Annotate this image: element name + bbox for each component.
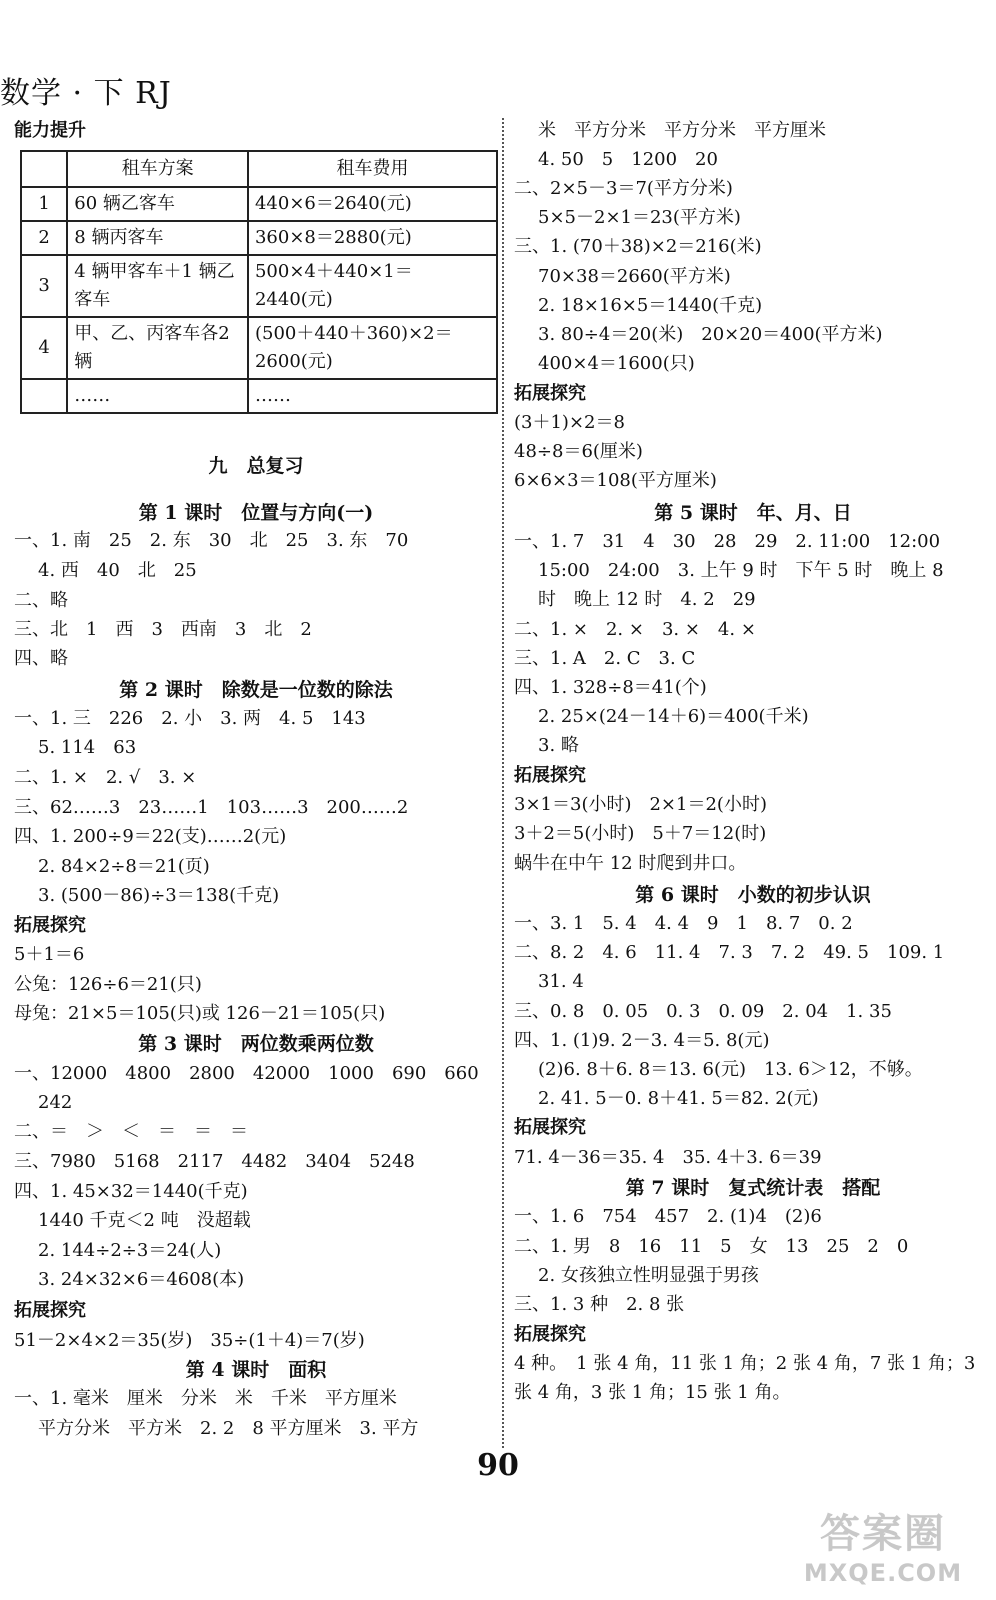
- answer-line: 三、北 1 西 3 西南 3 北 2: [14, 619, 312, 640]
- table-cell: ……: [248, 379, 497, 413]
- page-header: 数学 · 下 RJ: [0, 76, 172, 111]
- answer-line: 31. 4: [538, 971, 584, 992]
- answer-line: 3＋2＝5(小时) 5＋7＝12(时): [514, 823, 767, 844]
- answer-line: 三、62……3 23……1 103……3 200……2: [14, 797, 409, 818]
- answer-line: 三、1. (70＋38)×2＝216(米): [514, 236, 762, 257]
- answer-line: 三、1. A 2. C 3. C: [514, 648, 696, 669]
- answer-line: 米 平方分米 平方分米 平方厘米: [538, 120, 826, 141]
- answer-line: 400×4＝1600(只): [538, 353, 695, 374]
- answer-line: (3＋1)×2＝8: [514, 412, 625, 433]
- lesson-title: 第 2 课时 除数是一位数的除法: [119, 679, 393, 701]
- lesson-title: 第 5 课时 年、月、日: [654, 502, 852, 524]
- answer-line: 二、2×5－3＝7(平方分米): [514, 178, 733, 199]
- answer-line: 蜗牛在中午 12 时爬到井口。: [514, 853, 747, 874]
- answer-line: 3. 略: [538, 735, 579, 756]
- answer-line: 5＋1＝6: [14, 944, 85, 965]
- table-cell: 500×4＋440×1＝2440(元): [248, 255, 497, 317]
- table-row: [21, 255, 497, 317]
- answer-line: 6×6×3＝108(平方厘米): [514, 470, 717, 491]
- table-cell: 360×8＝2880(元): [248, 221, 497, 255]
- answer-line: 3. 80÷4＝20(米) 20×20＝400(平方米): [538, 324, 883, 345]
- answer-line: 四、1. 328÷8＝41(个): [514, 677, 707, 698]
- section-nengli-heading: 能力提升: [14, 120, 86, 141]
- answer-line: 2. 144÷2÷3＝24(人): [38, 1240, 222, 1261]
- answer-line: 一、12000 4800 2800 42000 1000 690 660: [14, 1063, 479, 1084]
- answer-line: 二、8. 2 4. 6 11. 4 7. 3 7. 2 49. 5 109. 1: [514, 942, 945, 963]
- answer-line: 二、1. × 2. √ 3. ×: [14, 767, 197, 788]
- chapter-title: 九 总复习: [208, 455, 304, 477]
- table-cell: 2: [21, 221, 67, 255]
- answer-line: 一、1. 6 754 457 2. (1)4 (2)6: [514, 1206, 822, 1227]
- answer-line: 242: [38, 1092, 73, 1113]
- answer-line: 公兔：126÷6＝21(只): [14, 974, 202, 995]
- answer-line: 张 4 角，3 张 1 角；15 张 1 角。: [514, 1382, 791, 1403]
- table-row: [21, 379, 497, 413]
- answer-line: 3×1＝3(小时) 2×1＝2(小时): [514, 794, 767, 815]
- answer-line: 71. 4－36＝35. 4 35. 4＋3. 6＝39: [514, 1147, 822, 1168]
- watermark-top-text: 答案圈: [820, 1511, 946, 1557]
- rental-plan-table: [20, 150, 498, 414]
- answer-line: 一、1. 7 31 4 30 28 29 2. 11:00 12:00: [514, 531, 941, 552]
- table-cell: 440×6＝2640(元): [248, 187, 497, 221]
- section-heading: 拓展探究: [514, 383, 586, 404]
- lesson-title: 第 4 课时 面积: [185, 1359, 327, 1381]
- answer-line: 2. 18×16×5＝1440(千克): [538, 295, 763, 316]
- answer-line: 三、7980 5168 2117 4482 3404 5248: [14, 1151, 415, 1172]
- answer-line: 一、1. 南 25 2. 东 30 北 25 3. 东 70: [14, 530, 409, 551]
- table-row: [21, 221, 497, 255]
- lesson-title: 第 7 课时 复式统计表 搭配: [625, 1177, 881, 1199]
- column-divider: [502, 118, 504, 1448]
- table-header-cell: 租车方案: [67, 151, 248, 187]
- answer-line: 2. 25×(24－14＋6)＝400(千米): [538, 706, 809, 727]
- page-number: 90: [477, 1448, 519, 1483]
- answer-line: 5. 114 63: [38, 737, 137, 758]
- section-heading: 拓展探究: [14, 915, 86, 936]
- answer-line: 48÷8＝6(厘米): [514, 441, 643, 462]
- table-header-cell: 租车费用: [248, 151, 497, 187]
- answer-line: 四、1. (1)9. 2－3. 4＝5. 8(元): [514, 1030, 770, 1051]
- table-header-cell: [21, 151, 67, 187]
- lesson-title: 第 3 课时 两位数乘两位数: [138, 1033, 374, 1055]
- table-cell: (500＋440＋360)×2＝2600(元): [248, 317, 497, 379]
- answer-line: 4. 50 5 1200 20: [538, 149, 718, 170]
- answer-line: 二、1. × 2. × 3. × 4. ×: [514, 619, 756, 640]
- answer-line: 2. 84×2÷8＝21(页): [38, 856, 210, 877]
- table-cell: ……: [67, 379, 248, 413]
- answer-line: 二、＝ ＞ ＜ ＝ ＝ ＝: [14, 1121, 248, 1142]
- answer-line: 15:00 24:00 3. 上午 9 时 下午 5 时 晚上 8: [538, 560, 944, 581]
- table-cell: 60 辆乙客车: [67, 187, 248, 221]
- section-heading: 拓展探究: [514, 1324, 586, 1345]
- answer-line: 51－2×4×2＝35(岁) 35÷(1＋4)＝7(岁): [14, 1330, 365, 1351]
- answer-line: 3. (500－86)÷3＝138(千克): [38, 885, 280, 906]
- table-cell: 3: [21, 255, 67, 317]
- table-cell: 1: [21, 187, 67, 221]
- answer-line: 2. 女孩独立性明显强于男孩: [538, 1265, 759, 1286]
- section-heading: 拓展探究: [14, 1300, 86, 1321]
- answer-line: 二、略: [14, 590, 68, 611]
- section-heading: 拓展探究: [514, 1117, 586, 1138]
- answer-line: 一、3. 1 5. 4 4. 4 9 1 8. 7 0. 2: [514, 913, 853, 934]
- table-cell: 4 辆甲客车＋1 辆乙客车: [67, 255, 248, 317]
- answer-line: 70×38＝2660(平方米): [538, 266, 731, 287]
- answer-line: 四、1. 45×32＝1440(千克): [14, 1181, 248, 1202]
- answer-line: 4 种。 1 张 4 角，11 张 1 角；2 张 4 角，7 张 1 角；3: [514, 1353, 976, 1374]
- answer-line: 一、1. 三 226 2. 小 3. 两 4. 5 143: [14, 708, 366, 729]
- answer-line: 3. 24×32×6＝4608(本): [38, 1269, 245, 1290]
- watermark-bottom-text: MXQE.COM: [803, 1559, 963, 1587]
- answer-line: 四、略: [14, 648, 68, 669]
- answer-line: 母兔：21×5＝105(只)或 126－21＝105(只): [14, 1003, 386, 1024]
- table-cell: [21, 379, 67, 413]
- table-cell: 甲、乙、丙客车各2 辆: [67, 317, 248, 379]
- answer-line: (2)6. 8＋6. 8＝13. 6(元) 13. 6＞12，不够。: [538, 1059, 923, 1080]
- section-heading: 拓展探究: [514, 765, 586, 786]
- answer-line: 1440 千克＜2 吨 没超载: [38, 1210, 251, 1231]
- watermark-logo: [788, 1502, 978, 1592]
- lesson-title: 第 6 课时 小数的初步认识: [635, 884, 871, 906]
- answer-line: 三、0. 8 0. 05 0. 3 0. 09 2. 04 1. 35: [514, 1001, 892, 1022]
- table-cell: 4: [21, 317, 67, 379]
- answer-line: 2. 41. 5－0. 8＋41. 5＝82. 2(元): [538, 1088, 819, 1109]
- answer-line: 三、1. 3 种 2. 8 张: [514, 1294, 685, 1315]
- answer-line: 4. 西 40 北 25: [38, 560, 197, 581]
- answer-line: 5×5－2×1＝23(平方米): [538, 207, 741, 228]
- table-cell: 8 辆丙客车: [67, 221, 248, 255]
- table-row: [21, 317, 497, 379]
- table-header-row: [21, 151, 497, 187]
- answer-line: 二、1. 男 8 16 11 5 女 13 25 2 0: [514, 1236, 909, 1257]
- lesson-title: 第 1 课时 位置与方向(一): [138, 502, 374, 524]
- answer-line: 一、1. 毫米 厘米 分米 米 千米 平方厘米: [14, 1388, 397, 1409]
- table-row: [21, 187, 497, 221]
- answer-line: 四、1. 200÷9＝22(支)……2(元): [14, 826, 287, 847]
- answer-line: 平方分米 平方米 2. 2 8 平方厘米 3. 平方: [38, 1418, 419, 1439]
- answer-line: 时 晚上 12 时 4. 2 29: [538, 589, 756, 610]
